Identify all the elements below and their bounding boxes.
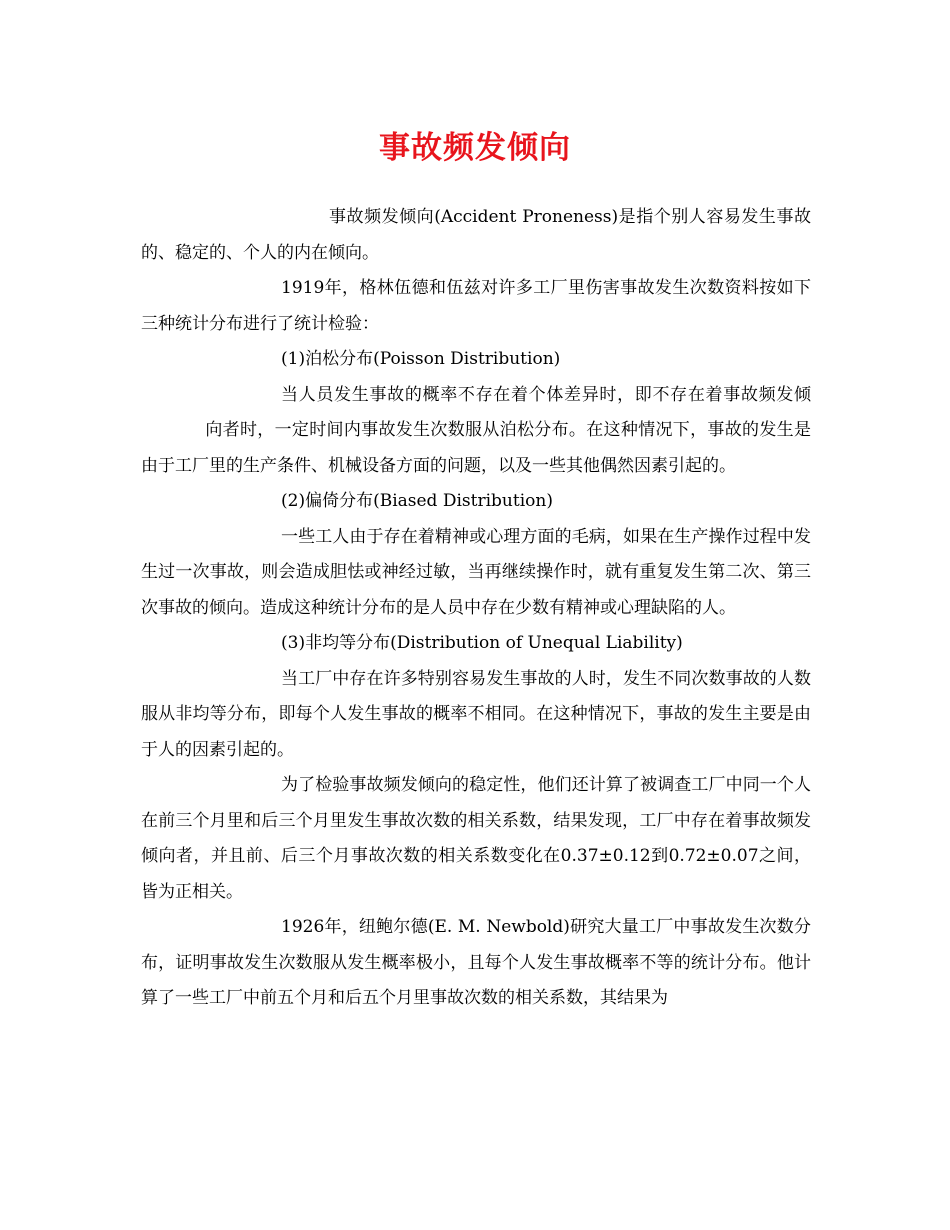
paragraph-stability-check: 为了检验事故频发倾向的稳定性，他们还计算了被调查工厂中同一个人在前三个月里和后三个月里发生事故次数的相关系数，结果发现，工厂中存在着事故频发倾向者，并且前、后三个月事故次数的相关系数变化在0.37±0.12到0.72±0.07之间，皆为正相关。 (141, 775, 811, 902)
paragraph-definition: 事故频发倾向(Accident Proneness)是指个别人容易发生事故的、稳定的、个人的内在倾向。 (141, 207, 811, 263)
heading-poisson-distribution: (1)泊松分布(Poisson Distribution) (281, 349, 561, 369)
paragraph-biased: 一些工人由于存在着精神或心理方面的毛病，如果在生产操作过程中发生过一次事故，则会造成胆怯或神经过敏，当再继续操作时，就有重复发生第二次、第三次事故的倾向。造成这种统计分布的是人员中存在少数有精神或心理缺陷的人。 (141, 526, 811, 618)
paragraph-unequal-liability: 当工厂中存在许多特别容易发生事故的人时，发生不同次数事故的人数服从非均等分布，即每个人发生事故的概率不相同。在这种情况下，事故的发生主要是由于人的因素引起的。 (141, 668, 811, 760)
heading-biased-distribution: (2)偏倚分布(Biased Distribution) (281, 491, 553, 511)
paragraph-1926-newbold: 1926年，纽鲍尔德(E. M. Newbold)研究大量工厂中事故发生次数分布，证明事故发生次数服从发生概率极小，且每个人发生事故概率不等的统计分布。他计算了一些工厂中前五个月和后五个月里事故次数的相关系数，其结果为 (141, 917, 811, 1008)
document-body (141, 200, 811, 1017)
paragraph-poisson-part2: 向者时，一定时间内事故发生次数服从泊松分布。在这种情况下，事故的发生是由于工厂里的生产条件、机械设备方面的问题，以及一些其他偶然因素引起的。 (141, 420, 811, 476)
document-title: 事故频发倾向 (379, 130, 571, 166)
paragraph-1919-study: 1919年，格林伍德和伍兹对许多工厂里伤害事故发生次数资料按如下三种统计分布进行了统计检验： (141, 278, 811, 334)
paragraph-poisson-part1: 当人员发生事故的概率不存在着个体差异时，即不存在着事故频发倾 (281, 384, 811, 405)
paragraph-poisson (141, 378, 811, 485)
heading-unequal-liability: (3)非均等分布(Distribution of Unequal Liability) (281, 633, 683, 653)
